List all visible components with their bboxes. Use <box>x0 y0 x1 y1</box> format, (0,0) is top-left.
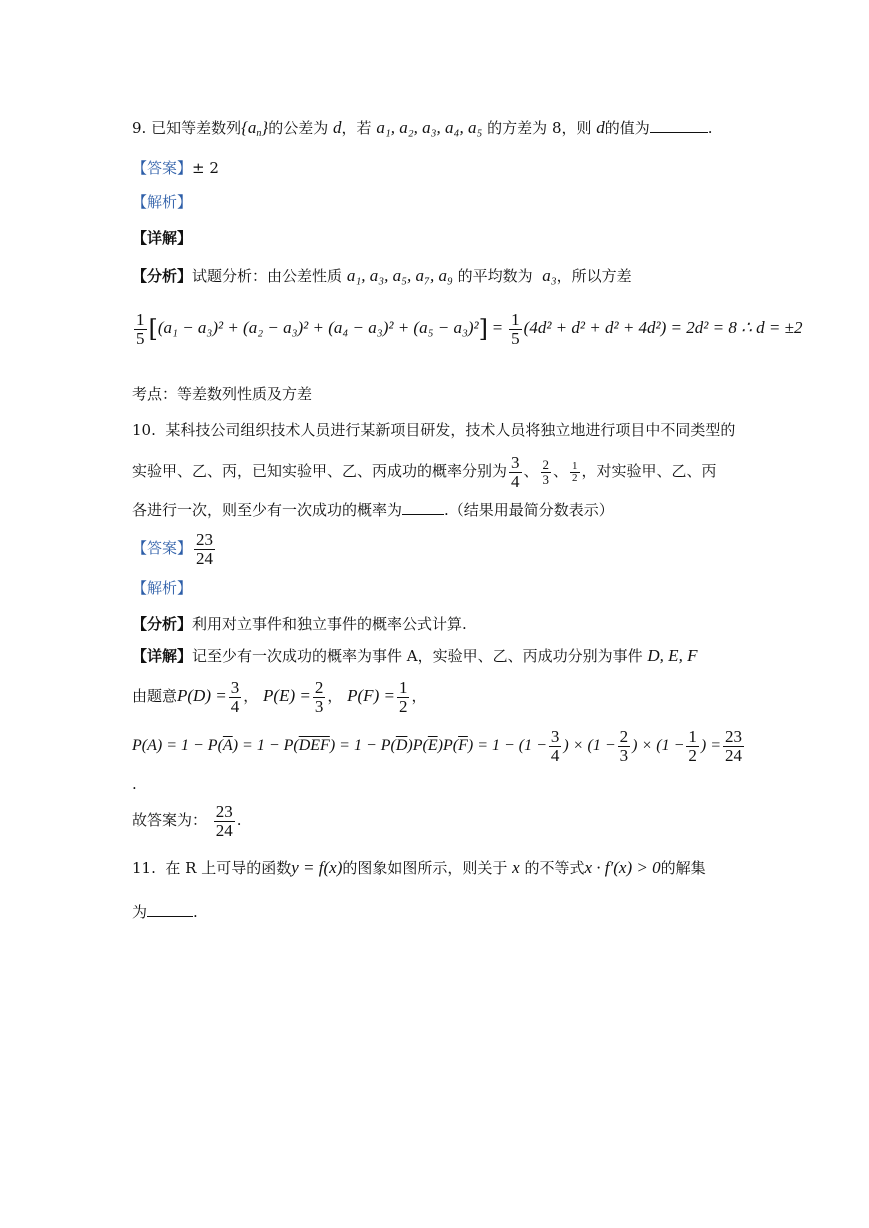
q9-text: 的公差为 <box>268 119 329 137</box>
answer-blank <box>402 500 444 515</box>
q9-detail-label: 【详解】 <box>132 229 193 247</box>
q10-detail <box>132 646 697 666</box>
q10-final <box>132 800 242 840</box>
pf: P(F) = <box>347 686 395 705</box>
final-text: 故答案为： <box>132 811 208 829</box>
q11-text: 在 R 上可导的函数 <box>165 859 292 877</box>
q9-text: 的值为 <box>604 119 650 137</box>
separator: 、 <box>523 462 539 480</box>
answer-fraction: $\frac{23}{24}$ <box>196 529 214 568</box>
fenxi-text: 利用对立事件和独立事件的概率公式计算. <box>192 615 467 633</box>
fenxi-text: ，所以方差 <box>556 267 632 285</box>
fraction: $\frac{1}{2}$ <box>688 726 697 765</box>
q9-answer <box>132 158 219 178</box>
q10-line3 <box>132 500 614 520</box>
fraction: $\frac{3}{4}$ <box>550 726 560 765</box>
fraction: $\frac{1}{2}$ <box>572 459 578 484</box>
fraction: $\frac{3}{4}$ <box>230 677 240 716</box>
formula-rhs: (4d² + d² + d² + 4d²) = 2d² = 8 ∴ d = ±2 <box>523 318 803 337</box>
calc-part: ) = <box>700 737 722 754</box>
detail-text: 记至少有一次成功的概率为事件 A，实验甲、乙、丙成功分别为事件 <box>192 647 643 665</box>
q9-text: ，若 <box>341 119 372 137</box>
comma: ， <box>243 687 259 705</box>
q11-line2 <box>132 902 198 922</box>
sequence: $\{a_n\}$ <box>241 118 269 139</box>
q10-given <box>132 676 426 716</box>
fraction: $\frac{3}{4}$ <box>511 452 520 491</box>
calc-part: ) × (1 − <box>632 737 685 754</box>
q9-text: 的方差为 8，则 <box>487 119 592 137</box>
q9-fenxi <box>132 266 632 286</box>
fraction: $\frac{1}{5}$ <box>136 309 145 348</box>
q10-calc <box>132 724 746 768</box>
function: y = f(x) <box>291 858 343 877</box>
question-number: 10. <box>132 421 156 439</box>
answer-label: 【答案】 <box>132 159 193 177</box>
bracket: [ <box>148 315 158 343</box>
given-prefix: 由题意 <box>132 687 178 705</box>
q9-text: . <box>707 119 713 137</box>
fraction: $\frac{23}{24}$ <box>725 726 743 765</box>
q9-analysis-label: 【解析】 <box>132 193 193 211</box>
pe: P(E) = <box>263 686 311 705</box>
q11-text: 的图象如图所示，则关于 <box>342 859 508 877</box>
var-d: d <box>333 118 342 137</box>
q11-text: 的不等式 <box>524 859 585 877</box>
q10-text: .（结果用最简分数表示） <box>444 501 614 519</box>
answer-blank <box>650 118 708 133</box>
fenxi-text: 试题分析：由公差性质 <box>192 267 343 285</box>
answer-blank <box>147 902 193 917</box>
comma: ， <box>411 687 427 705</box>
fenxi-text: 的平均数为 <box>457 267 533 285</box>
q9-text: 已知等差数列 <box>151 119 242 137</box>
fraction: $\frac{1}{2}$ <box>398 677 408 716</box>
calc-part: ) × (1 − <box>563 737 616 754</box>
q9-line <box>132 118 713 144</box>
q11-line1 <box>132 858 706 878</box>
separator: 、 <box>553 462 569 480</box>
q10-fenxi <box>132 614 467 634</box>
answer-value: ± 2 <box>192 159 219 177</box>
fraction: $\frac{2}{3}$ <box>619 726 629 765</box>
final-fraction: $\frac{23}{24}$ <box>215 801 233 840</box>
detail-label: 【详解】 <box>132 647 193 665</box>
mean: a₃ <box>542 266 557 285</box>
q10-text: 某科技公司组织技术人员进行某新项目研发，技术人员将独立地进行项目中不同类型的 <box>165 421 736 439</box>
inequality: x · f′(x) > 0 <box>584 858 661 877</box>
fenxi-label: 【分析】 <box>132 267 193 285</box>
q10-dot: . <box>132 775 137 793</box>
pd: P(D) = <box>177 686 227 705</box>
terms: a₁, a₂, a₃, a₄, a₅ <box>376 118 483 137</box>
q10-analysis-label: 【解析】 <box>132 579 193 597</box>
var-d: d <box>596 118 605 137</box>
question-number: 9. <box>132 119 147 137</box>
bracket: ] <box>478 315 489 343</box>
var-x: x <box>512 858 520 877</box>
q9-formula <box>132 308 802 348</box>
q10-text: ，对实验甲、乙、丙 <box>581 462 717 480</box>
terms: a₁, a₃, a₅, a₇, a₉ <box>346 266 453 285</box>
q10-answer <box>132 528 217 568</box>
final-end: . <box>236 811 242 829</box>
events: D, E, F <box>647 646 698 665</box>
q11-text: 为 <box>132 903 148 921</box>
fenxi-label: 【分析】 <box>132 615 193 633</box>
question-number: 11. <box>132 859 156 877</box>
q9-kaodian: 考点：等差数列性质及方差 <box>132 385 313 403</box>
fraction: $\frac{2}{3}$ <box>314 677 324 716</box>
answer-label: 【答案】 <box>132 539 193 557</box>
comma: ， <box>327 687 343 705</box>
q10-line1 <box>132 420 735 440</box>
equals: = <box>492 318 503 337</box>
q10-text: 各进行一次，则至少有一次成功的概率为 <box>132 501 403 519</box>
q10-text: 实验甲、乙、丙，已知实验甲、乙、丙成功的概率分别为 <box>132 462 508 480</box>
formula-body: (a₁ − a₃)² + (a₂ − a₃)² + (a₄ − a₃)² + (a₅ − a₃)² <box>157 318 479 337</box>
q11-text: 的解集 <box>660 859 706 877</box>
calc-formula: $P(A) = 1 - P(\overline{A}) = 1 - P(\overline{DEF}) = 1 - P(\overline{D})P(\overline{E})P(\overline{F}) = 1 - (1$ − <box>132 737 547 754</box>
fraction: $\frac{1}{5}$ <box>511 309 520 348</box>
fraction: $\frac{2}{3}$ <box>542 456 550 487</box>
q10-line2 <box>132 452 717 490</box>
q11-text: . <box>193 903 198 921</box>
